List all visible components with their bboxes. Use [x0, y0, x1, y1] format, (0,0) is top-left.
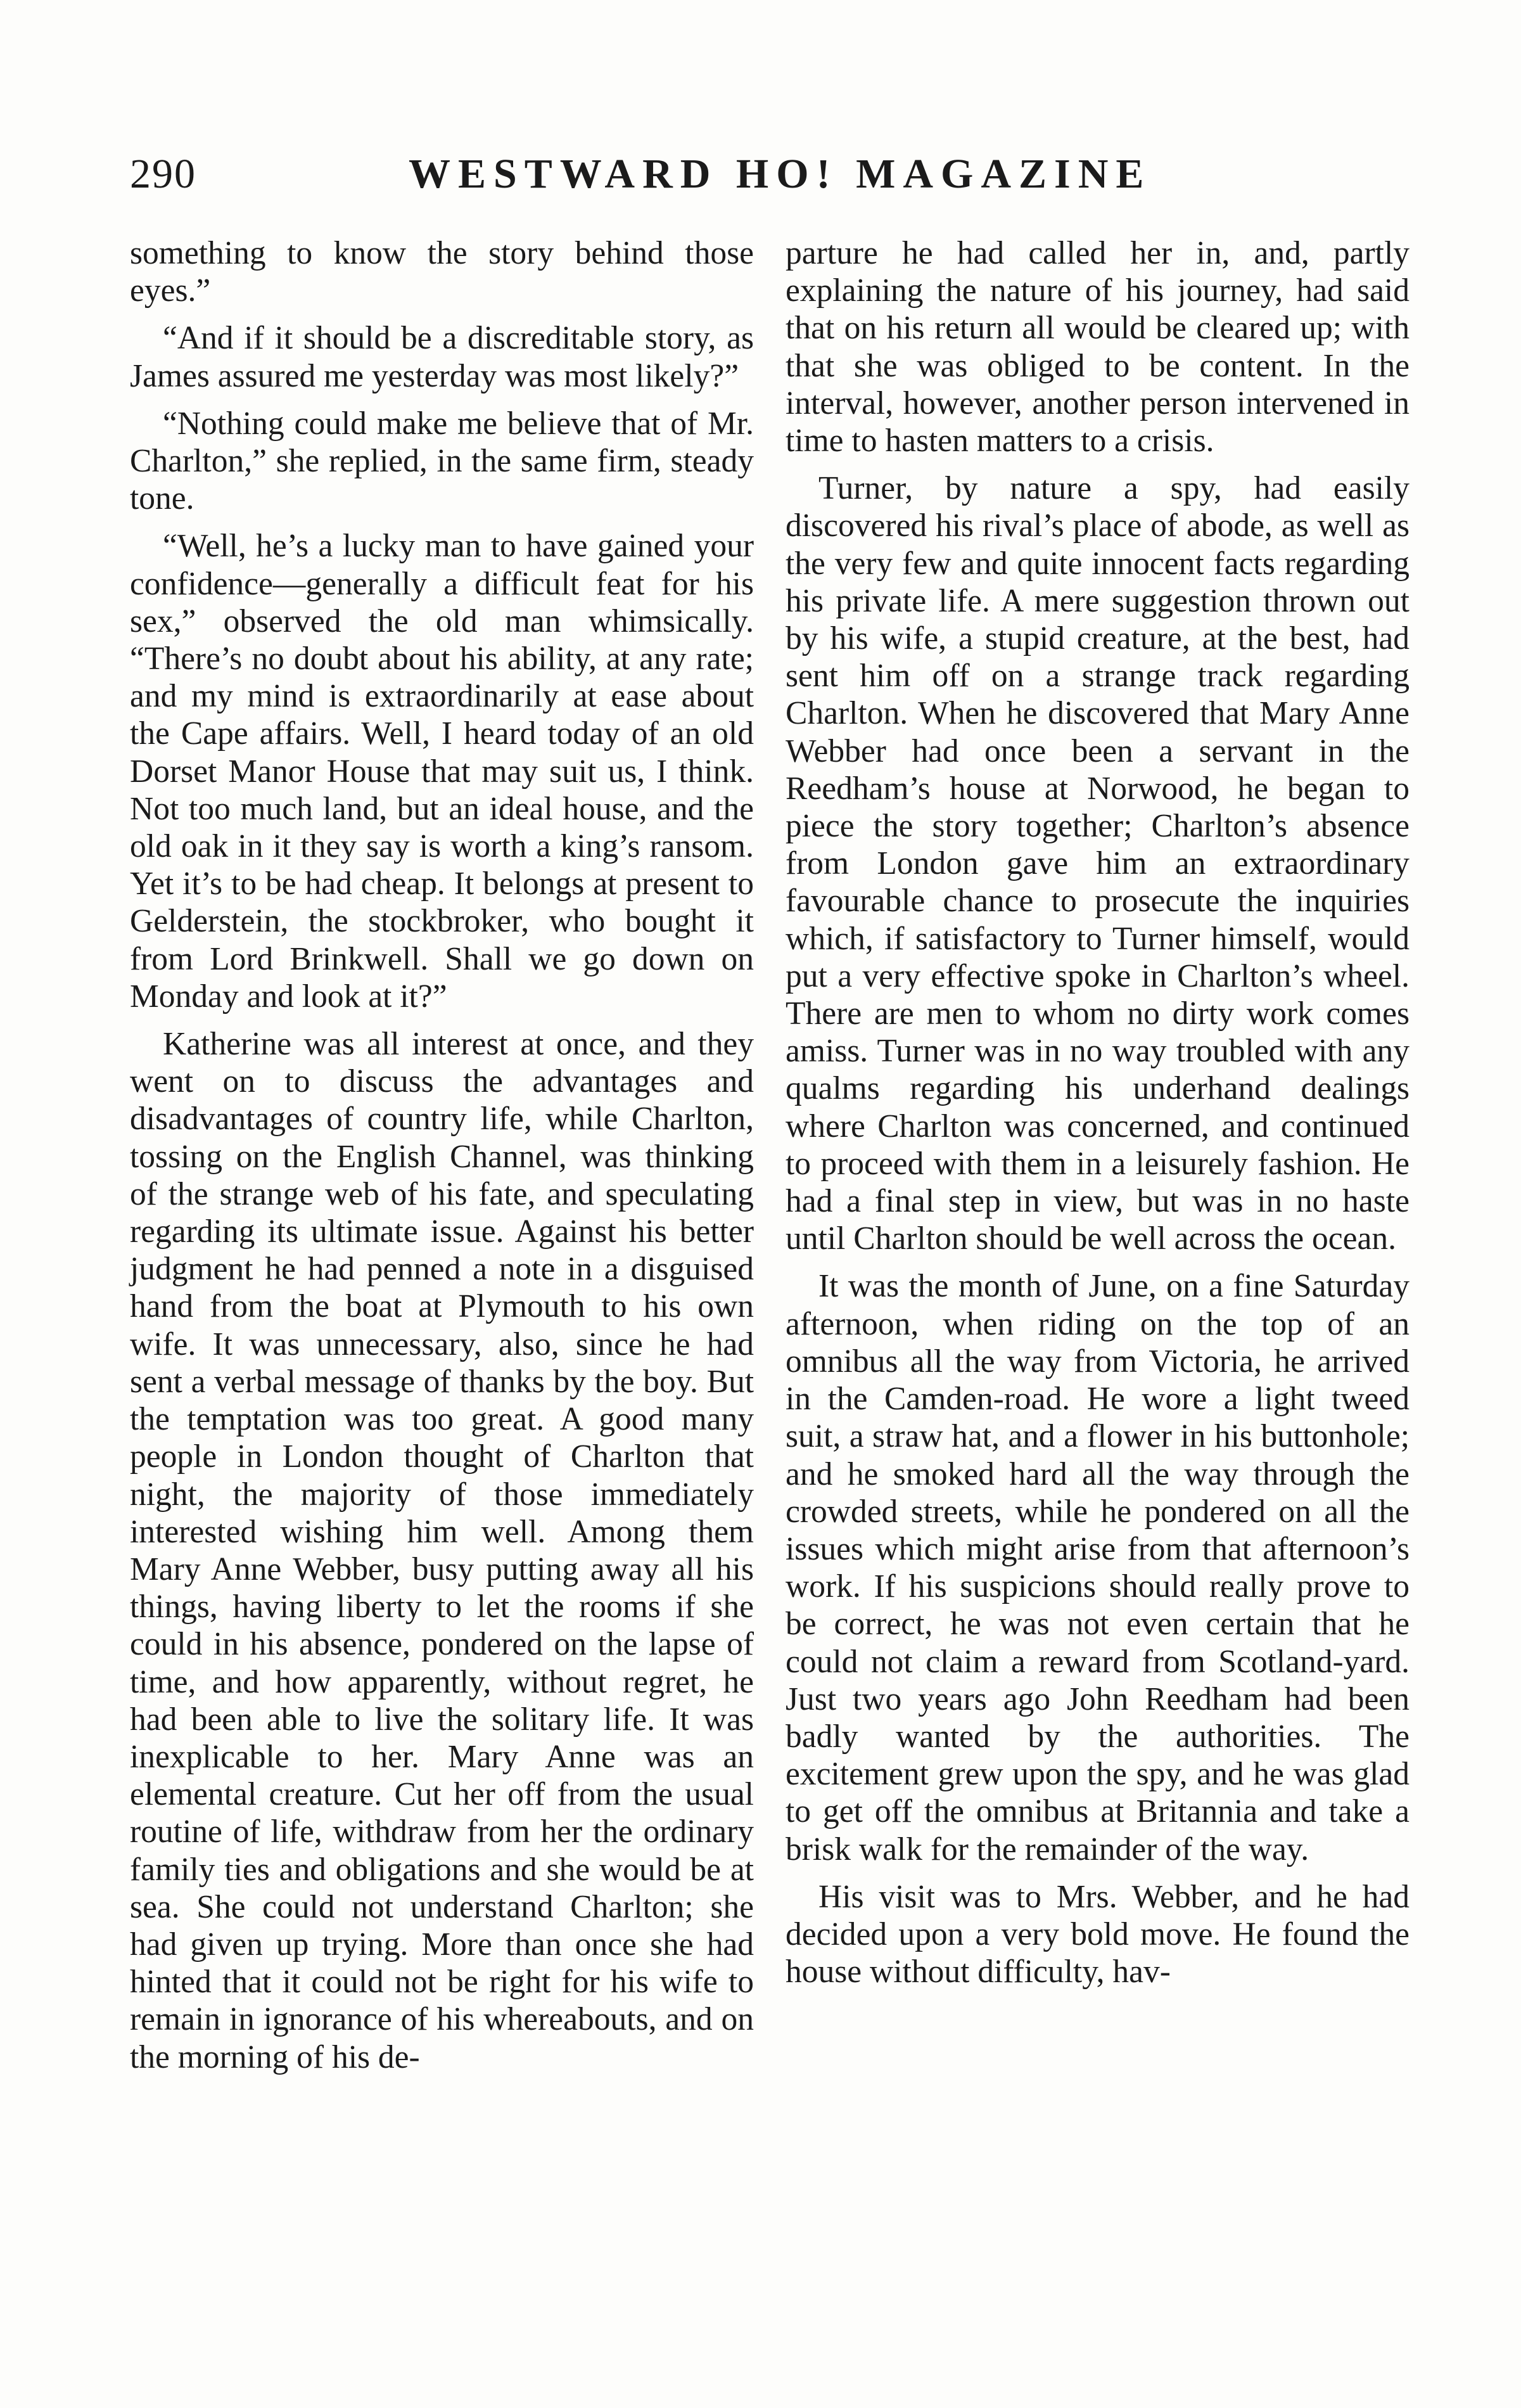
paragraph: “Nothing could make me believe that of Mr. Charlton,” she replied, in the same firm, steady tone. — [130, 405, 754, 517]
paragraph: Turner, by nature a spy, had easily discovered his rival’s place of abode, as well as the very few and quite innocent facts regarding his private life. A mere suggestion thrown out by his wife, a stupid creature, at the best, had sent him off on a strange track regarding Charlton. When he discovered that Mary Anne Webber had once been a servant in the Reedham’s house at Norwood, he began to piece the story together; Charlton’s absence from London gave him an extraordinary favourable chance to prosecute the inquiries which, if satisfactory to Turner himself, would put a very effective spoke in Charlton’s wheel. There are men to whom no dirty work comes amiss. Turner was in no way troubled with any qualms regarding his underhand dealings where Charlton was concerned, and continued to proceed with them in a leisurely fashion. He had a final step in view, but was in no haste until Charlton should be well across the ocean. — [786, 470, 1410, 1257]
paragraph: something to know the story behind those eyes.” — [130, 235, 754, 309]
paragraph: parture he had called her in, and, partly explaining the nature of his journey, had said that on his return all would be cleared up; with that she was obliged to be content. In the interval, however, another person intervened in time to hasten matters to a crisis. — [786, 235, 1410, 459]
right-column — [786, 234, 1410, 2001]
paragraph: It was the month of June, on a fine Saturday afternoon, when riding on the top of an omnibus all the way from Victoria, he arrived in the Camden-road. He wore a light tweed suit, a straw hat, and a flower in his buttonhole; and he smoked hard all the way through the crowded streets, while he pondered on all the issues which might arise from that afternoon’s work. If his suspicions should really prove to be correct, he was not even certain that he could not claim a reward from Scotland-yard. Just two years ago John Reedham had been badly wanted by the authorities. The excitement grew upon the spy, and he was glad to get off the omnibus at Britannia and take a brisk walk for the remainder of the way. — [786, 1268, 1410, 1867]
running-head-title: WESTWARD HO! MAGAZINE — [409, 151, 1152, 197]
page-number: 290 — [130, 151, 196, 197]
paragraph: His visit was to Mrs. Webber, and he had decided upon a very bold move. He found the house without difficulty, hav- — [786, 1878, 1410, 1990]
paragraph: Katherine was all interest at once, and they went on to discuss the advantages and disadvantages of country life, while Charlton, tossing on the English Channel, was thinking of the strange web of his fate, and speculating regarding its ultimate issue. Against his better judgment he had penned a note in a disguised hand from the boat at Plymouth to his own wife. It was unnecessary, also, since he had sent a verbal message of thanks by the boy. But the temptation was too great. A good many people in London thought of Charlton that night, the majority of those immediately interested wishing him well. Among them Mary Anne Webber, busy putting away all his things, having liberty to let the rooms if she could in his absence, pondered on the lapse of time, and how apparently, without regret, he had been able to live the solitary life. It was inexplicable to her. Mary Anne was an elemental creature. Cut her off from the usual routine of life, withdraw from her the ordinary family ties and obligations and she would be at sea. She could not understand Charlton; she had given up trying. More than once she had hinted that it could not be right for his wife to remain in ignorance of his whereabouts, and on the morning of his de- — [130, 1026, 754, 2075]
page-header — [130, 143, 1391, 206]
left-column — [130, 234, 754, 2086]
paragraph: “Well, he’s a lucky man to have gained your confidence—generally a difficult feat for his sex,” observed the old man whimsically. “There’s no doubt about his ability, at any rate; and my mind is extraordinarily at ease about the Cape affairs. Well, I heard today of an old Dorset Manor House that may suit us, I think. Not too much land, but an ideal house, and the old oak in it they say is worth a king’s ransom. Yet it’s to be had cheap. It belongs at present to Gelderstein, the stockbroker, who bought it from Lord Brinkwell. Shall we go down on Monday and look at it?” — [130, 528, 754, 1015]
paragraph: “And if it should be a discreditable story, as James assured me yesterday was most likely?” — [130, 320, 754, 394]
